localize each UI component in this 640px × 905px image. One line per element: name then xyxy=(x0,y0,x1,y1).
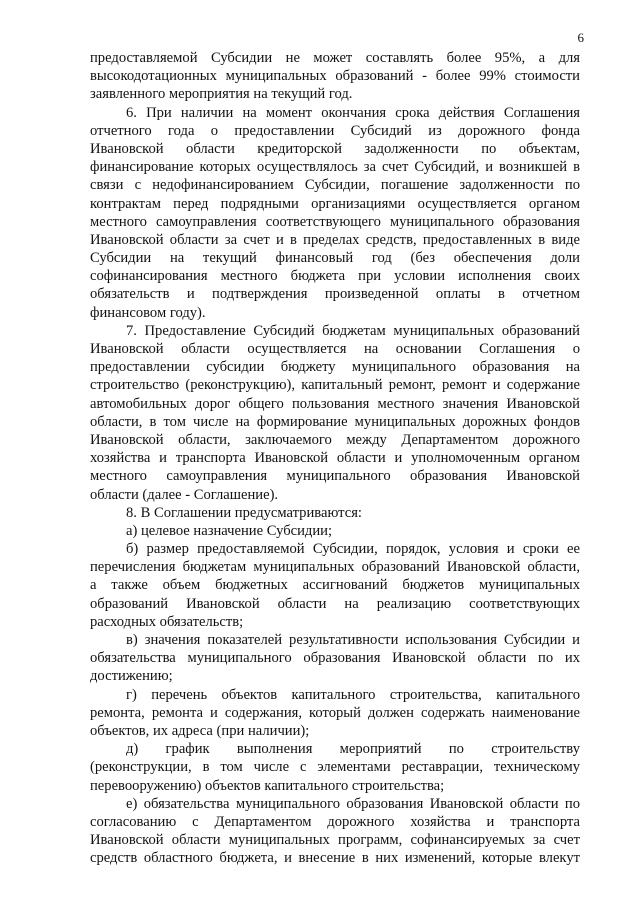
text-line: перевооружению) объектов капитального строительства; xyxy=(90,777,445,794)
document-body xyxy=(90,49,580,867)
text-line: Ивановской области осуществляется на основании Соглашения о xyxy=(90,341,580,357)
text-line: области, в том числе на формирование муниципальных дорожных фондов xyxy=(90,413,580,430)
text-line: предоставлении субсидии бюджету муниципального образования на xyxy=(90,359,580,376)
text-line: ремонта, ремонта и содержания, который должен содержать наименование xyxy=(90,704,580,721)
text-line: обязательств и подтверждения произведенной оплаты в отчетном xyxy=(90,286,580,303)
text-line: контрактам перед подрядными организациями осуществляется органом xyxy=(90,195,580,212)
text-line: автомобильных дорог общего пользования местного значения Ивановской xyxy=(90,395,580,412)
text-line: предоставляемой Субсидии не может составлять более 95%, а для xyxy=(90,50,580,66)
text-line: г) перечень объектов капитального строительства, капитального xyxy=(126,686,580,703)
text-line: в) значения показателей результативности использования Субсидии и xyxy=(126,632,580,648)
text-line: местного самоуправления муниципального образования Ивановской xyxy=(90,468,580,485)
text-line: софинансирования местного бюджета при условии исполнения своих xyxy=(90,268,580,285)
text-line: средств областного бюджета, и внесение в них изменений, которые влекут xyxy=(90,850,580,867)
text-line: 7. Предоставление Субсидий бюджетам муниципальных образований xyxy=(126,322,580,339)
text-line: Ивановской области муниципальных программ, софинансируемых за счет xyxy=(90,832,580,849)
text-line: области (далее - Соглашение). xyxy=(90,486,279,503)
text-line: достижению; xyxy=(90,668,173,685)
text-line: б) размер предоставляемой Субсидии, порядок, условия и сроки ее xyxy=(126,541,580,558)
text-line: а) целевое назначение Субсидии; xyxy=(126,522,333,539)
text-line: образований Ивановской области на реализацию соответствующих xyxy=(90,595,580,612)
text-line: согласованию с Департаментом дорожного хозяйства и транспорта xyxy=(90,813,580,830)
text-line: Ивановской области за счет и в пределах средств, предоставленных в виде xyxy=(90,231,580,248)
text-line: д) график выполнения мероприятий по строительству xyxy=(126,741,580,758)
text-line: перечисления бюджетам муниципальных образований Ивановской области, xyxy=(90,559,580,576)
text-line: финансирование которых осуществлялось за счет Субсидий, и возникшей в xyxy=(90,159,580,176)
text-line: расходных обязательств; xyxy=(90,613,244,630)
text-line: а также объем бюджетных ассигнований бюджетов муниципальных xyxy=(90,577,580,594)
text-line: Субсидии на текущий финансовый год (без обеспечения доли xyxy=(90,250,580,267)
text-line: Ивановской области, заключаемого между Департаментом дорожного xyxy=(90,431,580,448)
text-line: местного самоуправления соответствующего муниципального образования xyxy=(90,213,580,230)
text-line: финансовом году). xyxy=(90,304,206,321)
text-line: хозяйства и транспорта Ивановской области и уполномоченным органом xyxy=(90,450,580,467)
text-line: высокодотационных муниципальных образований - более 99% стоимости xyxy=(90,68,580,85)
text-line: обязательства муниципального образования Ивановской области по их xyxy=(90,650,580,667)
text-line: (реконструкции, в том числе с элементами реставрации, техническому xyxy=(90,759,580,776)
text-line: е) обязательства муниципального образования Ивановской области по xyxy=(126,795,580,812)
text-line: связи с недофинансированием Субсидии, погашение задолженности по xyxy=(90,177,580,194)
text-line: объектов, их адреса (при наличии); xyxy=(90,722,310,739)
text-line: отчетного года о предоставлении Субсидий из дорожного фонда xyxy=(90,122,580,139)
text-line: 8. В Соглашении предусматриваются: xyxy=(126,504,362,521)
page-number: 6 xyxy=(577,30,584,45)
text-line: 6. При наличии на момент окончания срока действия Соглашения xyxy=(126,104,580,121)
text-line: заявленного мероприятия на текущий год. xyxy=(90,86,353,103)
text-line: строительство (реконструкцию), капитальный ремонт, ремонт и содержание xyxy=(90,377,580,394)
text-line: Ивановской области кредиторской задолженности по объектам, xyxy=(90,140,580,157)
